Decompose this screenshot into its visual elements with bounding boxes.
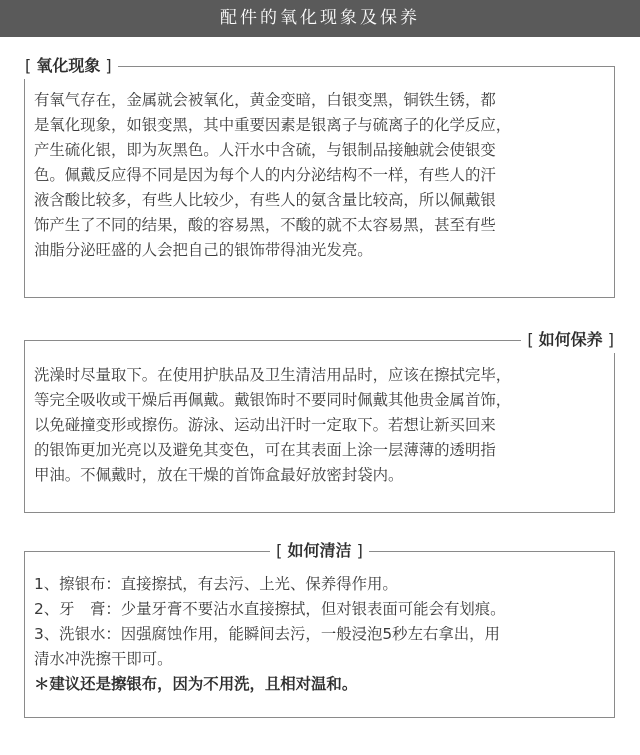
- care-heading: [ 如何保养 ]: [521, 327, 620, 353]
- text-line: 1、擦银布：直接擦拭，有去污、上光、保养得作用。: [34, 575, 398, 593]
- text-line: 产生硫化银，即为灰黑色。人汗水中含硫，与银制品接触就会使银变: [34, 141, 496, 159]
- cleaning-heading: [ 如何清洁 ]: [270, 538, 369, 564]
- text-line: 有氧气存在，金属就会被氧化，黄金变暗，白银变黑，铜铁生锈，都: [34, 91, 496, 109]
- text-line: 液含酸比较多，有些人比较少，有些人的氨含量比较高，所以佩戴银: [34, 191, 496, 209]
- oxidation-body: [34, 88, 608, 263]
- text-line: 清水冲洗擦干即可。: [34, 650, 173, 668]
- cleaning-note: ＊建议还是擦银布，因为不用洗，且相对温和。: [34, 675, 358, 693]
- text-line: 2、牙 膏：少量牙膏不要沾水直接擦拭，但对银表面可能会有划痕。: [34, 600, 506, 618]
- cleaning-body: [34, 572, 608, 697]
- cleaning-heading-text: 如何清洁: [287, 541, 352, 560]
- oxidation-heading: [ 氧化现象 ]: [19, 53, 118, 79]
- oxidation-section: [24, 56, 615, 298]
- text-line: 以免碰撞变形或擦伤。游泳、运动出汗时一定取下。若想让新买回来: [34, 416, 496, 434]
- cleaning-section: [24, 541, 615, 718]
- text-line: 甲油。不佩戴时，放在干燥的首饰盒最好放密封袋内。: [34, 466, 404, 484]
- text-line: 色。佩戴反应得不同是因为每个人的内分泌结构不一样，有些人的汗: [34, 166, 496, 184]
- oxidation-heading-text: 氧化现象: [36, 56, 101, 75]
- text-line: 的银饰更加光亮以及避免其变色，可在其表面上涂一层薄薄的透明指: [34, 441, 496, 459]
- text-line: 3、洗银水：因强腐蚀作用，能瞬间去污，一般浸泡5秒左右拿出，用: [34, 625, 500, 643]
- text-line: 油脂分泌旺盛的人会把自己的银饰带得油光发亮。: [34, 241, 373, 259]
- text-line: 是氧化现象，如银变黑，其中重要因素是银离子与硫离子的化学反应，: [34, 116, 512, 134]
- text-line: 饰产生了不同的结果，酸的容易黑，不酸的就不太容易黑，甚至有些: [34, 216, 496, 234]
- page-title-banner: 配件的氧化现象及保养: [0, 0, 640, 37]
- text-line: 等完全吸收或干燥后再佩戴。戴银饰时不要同时佩戴其他贵金属首饰，: [34, 391, 512, 409]
- care-body: [34, 363, 608, 488]
- text-line: 洗澡时尽量取下。在使用护肤品及卫生清洁用品时，应该在擦拭完毕，: [34, 366, 512, 384]
- care-section: [24, 330, 615, 513]
- care-heading-text: 如何保养: [538, 330, 603, 349]
